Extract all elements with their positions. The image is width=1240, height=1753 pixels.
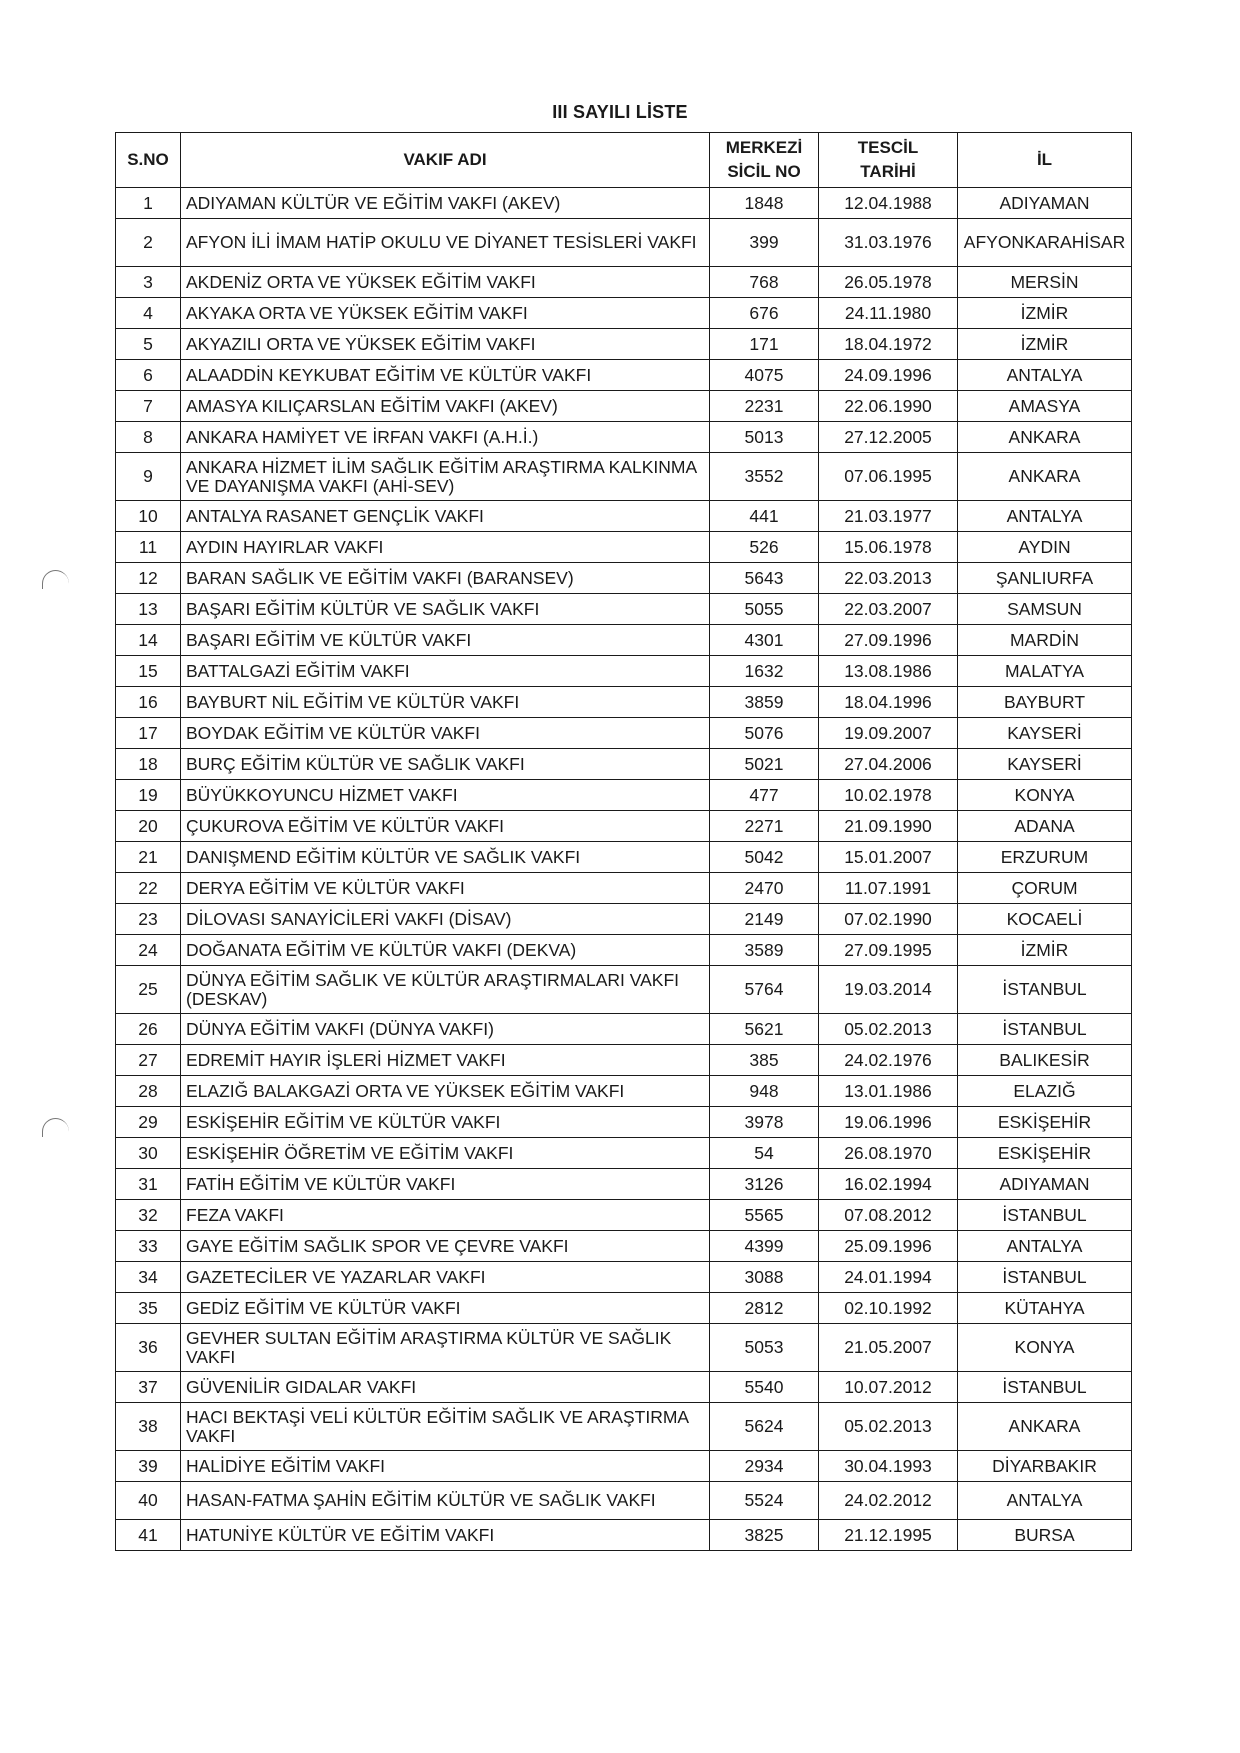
- province: KOCAELİ: [958, 904, 1132, 935]
- province: ADANA: [958, 811, 1132, 842]
- row-number: 3: [116, 267, 181, 298]
- foundation-name: GEDİZ EĞİTİM VE KÜLTÜR VAKFI: [181, 1293, 710, 1324]
- table-row: [116, 1169, 1132, 1200]
- table-row: [116, 594, 1132, 625]
- row-number: 9: [116, 453, 181, 501]
- registration-date: 21.05.2007: [819, 1324, 958, 1372]
- foundation-name: HASAN-FATMA ŞAHİN EĞİTİM KÜLTÜR VE SAĞLIK VAKFI: [181, 1482, 710, 1520]
- province: ANTALYA: [958, 1231, 1132, 1262]
- province: ESKİŞEHİR: [958, 1138, 1132, 1169]
- foundation-name: DİLOVASI SANAYİCİLERİ VAKFI (DİSAV): [181, 904, 710, 935]
- province: MARDİN: [958, 625, 1132, 656]
- table-row: [116, 811, 1132, 842]
- column-header-tarih-line2: TARİHİ: [860, 162, 916, 181]
- table-row: [116, 1014, 1132, 1045]
- registry-number: 4075: [710, 360, 819, 391]
- province: İZMİR: [958, 935, 1132, 966]
- registry-number: 4399: [710, 1231, 819, 1262]
- foundation-name: ESKİŞEHİR ÖĞRETİM VE EĞİTİM VAKFI: [181, 1138, 710, 1169]
- table-row: [116, 1138, 1132, 1169]
- registration-date: 07.06.1995: [819, 453, 958, 501]
- registry-number: 5053: [710, 1324, 819, 1372]
- column-header-sicil: [710, 133, 819, 188]
- province: İZMİR: [958, 329, 1132, 360]
- foundation-name: BÜYÜKKOYUNCU HİZMET VAKFI: [181, 780, 710, 811]
- registration-date: 11.07.1991: [819, 873, 958, 904]
- registry-number: 3825: [710, 1520, 819, 1551]
- registry-number: 5524: [710, 1482, 819, 1520]
- registration-date: 02.10.1992: [819, 1293, 958, 1324]
- foundation-name: GAZETECİLER VE YAZARLAR VAKFI: [181, 1262, 710, 1293]
- registration-date: 13.01.1986: [819, 1076, 958, 1107]
- registration-date: 22.03.2013: [819, 563, 958, 594]
- row-number: 31: [116, 1169, 181, 1200]
- table-row: [116, 422, 1132, 453]
- row-number: 16: [116, 687, 181, 718]
- registration-date: 19.09.2007: [819, 718, 958, 749]
- registration-date: 25.09.1996: [819, 1231, 958, 1262]
- row-number: 37: [116, 1372, 181, 1403]
- registry-number: 5643: [710, 563, 819, 594]
- punch-hole-mark: [42, 1118, 69, 1137]
- registry-number: 5021: [710, 749, 819, 780]
- foundation-name: FEZA VAKFI: [181, 1200, 710, 1231]
- foundation-name: BAŞARI EĞİTİM VE KÜLTÜR VAKFI: [181, 625, 710, 656]
- province: ANTALYA: [958, 1482, 1132, 1520]
- row-number: 14: [116, 625, 181, 656]
- page-title: III SAYILI LİSTE: [552, 102, 688, 122]
- foundation-name: ESKİŞEHİR EĞİTİM VE KÜLTÜR VAKFI: [181, 1107, 710, 1138]
- registry-number: 477: [710, 780, 819, 811]
- registry-number: 4301: [710, 625, 819, 656]
- registry-number: 385: [710, 1045, 819, 1076]
- province: BALIKESİR: [958, 1045, 1132, 1076]
- registry-number: 2149: [710, 904, 819, 935]
- table-row: [116, 1231, 1132, 1262]
- registration-date: 31.03.1976: [819, 219, 958, 267]
- province: İSTANBUL: [958, 1200, 1132, 1231]
- registry-number: 5055: [710, 594, 819, 625]
- registry-number: 2231: [710, 391, 819, 422]
- registration-date: 24.09.1996: [819, 360, 958, 391]
- column-header-il: İL: [958, 133, 1132, 188]
- province: BURSA: [958, 1520, 1132, 1551]
- row-number: 6: [116, 360, 181, 391]
- foundation-name: ANKARA HAMİYET VE İRFAN VAKFI (A.H.İ.): [181, 422, 710, 453]
- province: KAYSERİ: [958, 749, 1132, 780]
- registration-date: 22.03.2007: [819, 594, 958, 625]
- foundation-name: ÇUKUROVA EĞİTİM VE KÜLTÜR VAKFI: [181, 811, 710, 842]
- foundation-name: DÜNYA EĞİTİM VAKFI (DÜNYA VAKFI): [181, 1014, 710, 1045]
- row-number: 8: [116, 422, 181, 453]
- registry-number: 54: [710, 1138, 819, 1169]
- registry-number: 3126: [710, 1169, 819, 1200]
- foundation-name: GAYE EĞİTİM SAĞLIK SPOR VE ÇEVRE VAKFI: [181, 1231, 710, 1262]
- registry-number: 5076: [710, 718, 819, 749]
- table-row: [116, 687, 1132, 718]
- foundation-name: AKYAZILI ORTA VE YÜKSEK EĞİTİM VAKFI: [181, 329, 710, 360]
- table-row: [116, 329, 1132, 360]
- table-row: [116, 656, 1132, 687]
- registry-number: 5621: [710, 1014, 819, 1045]
- registration-date: 16.02.1994: [819, 1169, 958, 1200]
- table-row: [116, 1107, 1132, 1138]
- row-number: 41: [116, 1520, 181, 1551]
- registration-date: 13.08.1986: [819, 656, 958, 687]
- registration-date: 19.03.2014: [819, 966, 958, 1014]
- table-row: [116, 267, 1132, 298]
- row-number: 35: [116, 1293, 181, 1324]
- foundation-name: AKYAKA ORTA VE YÜKSEK EĞİTİM VAKFI: [181, 298, 710, 329]
- row-number: 36: [116, 1324, 181, 1372]
- table-row: [116, 780, 1132, 811]
- registration-date: 26.08.1970: [819, 1138, 958, 1169]
- province: DİYARBAKIR: [958, 1451, 1132, 1482]
- registry-number: 2470: [710, 873, 819, 904]
- foundation-name: FATİH EĞİTİM VE KÜLTÜR VAKFI: [181, 1169, 710, 1200]
- row-number: 25: [116, 966, 181, 1014]
- foundation-name: BATTALGAZİ EĞİTİM VAKFI: [181, 656, 710, 687]
- table-row: [116, 1200, 1132, 1231]
- table-row: [116, 1451, 1132, 1482]
- registration-date: 27.09.1995: [819, 935, 958, 966]
- column-header-tarih-line1: TESCİL: [857, 138, 919, 157]
- table-row: [116, 1262, 1132, 1293]
- table-row: [116, 298, 1132, 329]
- row-number: 30: [116, 1138, 181, 1169]
- province: AFYONKARAHİSAR: [958, 219, 1132, 267]
- registry-number: 2812: [710, 1293, 819, 1324]
- foundation-name: AYDIN HAYIRLAR VAKFI: [181, 532, 710, 563]
- registry-number: 2934: [710, 1451, 819, 1482]
- row-number: 11: [116, 532, 181, 563]
- registry-number: 5013: [710, 422, 819, 453]
- province: AMASYA: [958, 391, 1132, 422]
- registry-number: 5624: [710, 1403, 819, 1451]
- registration-date: 24.11.1980: [819, 298, 958, 329]
- registry-number: 3978: [710, 1107, 819, 1138]
- province: ADIYAMAN: [958, 1169, 1132, 1200]
- province: İSTANBUL: [958, 1262, 1132, 1293]
- foundation-name: GEVHER SULTAN EĞİTİM ARAŞTIRMA KÜLTÜR VE SAĞLIK VAKFI: [181, 1324, 710, 1372]
- province: ANKARA: [958, 1403, 1132, 1451]
- row-number: 34: [116, 1262, 181, 1293]
- row-number: 17: [116, 718, 181, 749]
- table-row: [116, 360, 1132, 391]
- table-header-row: [116, 133, 1132, 188]
- table-row: [116, 391, 1132, 422]
- column-header-sicil-line2: SİCİL NO: [727, 162, 801, 181]
- registration-date: 05.02.2013: [819, 1403, 958, 1451]
- foundation-name: HALİDİYE EĞİTİM VAKFI: [181, 1451, 710, 1482]
- foundation-name: ANTALYA RASANET GENÇLİK VAKFI: [181, 501, 710, 532]
- row-number: 28: [116, 1076, 181, 1107]
- province: ANTALYA: [958, 501, 1132, 532]
- foundations-table: [115, 132, 1132, 1551]
- province: MERSİN: [958, 267, 1132, 298]
- registration-date: 12.04.1988: [819, 188, 958, 219]
- registry-number: 3859: [710, 687, 819, 718]
- table-row: [116, 1403, 1132, 1451]
- foundation-name: AKDENİZ ORTA VE YÜKSEK EĞİTİM VAKFI: [181, 267, 710, 298]
- column-header-no: S.NO: [116, 133, 181, 188]
- table-row: [116, 966, 1132, 1014]
- registry-number: 2271: [710, 811, 819, 842]
- registration-date: 21.12.1995: [819, 1520, 958, 1551]
- registration-date: 27.04.2006: [819, 749, 958, 780]
- table-row: [116, 718, 1132, 749]
- column-header-sicil-line1: MERKEZİ: [725, 138, 803, 157]
- foundation-name: BAYBURT NİL EĞİTİM VE KÜLTÜR VAKFI: [181, 687, 710, 718]
- table-row: [116, 1482, 1132, 1520]
- registration-date: 24.01.1994: [819, 1262, 958, 1293]
- row-number: 18: [116, 749, 181, 780]
- province: BAYBURT: [958, 687, 1132, 718]
- registry-number: 526: [710, 532, 819, 563]
- province: KAYSERİ: [958, 718, 1132, 749]
- registration-date: 05.02.2013: [819, 1014, 958, 1045]
- registration-date: 19.06.1996: [819, 1107, 958, 1138]
- punch-hole-mark: [42, 570, 69, 589]
- registry-number: 171: [710, 329, 819, 360]
- foundation-name: ALAADDİN KEYKUBAT EĞİTİM VE KÜLTÜR VAKFI: [181, 360, 710, 391]
- row-number: 40: [116, 1482, 181, 1520]
- province: İSTANBUL: [958, 966, 1132, 1014]
- row-number: 5: [116, 329, 181, 360]
- registration-date: 24.02.2012: [819, 1482, 958, 1520]
- registration-date: 22.06.1990: [819, 391, 958, 422]
- row-number: 19: [116, 780, 181, 811]
- registration-date: 30.04.1993: [819, 1451, 958, 1482]
- province: ELAZIĞ: [958, 1076, 1132, 1107]
- row-number: 4: [116, 298, 181, 329]
- foundation-name: BARAN SAĞLIK VE EĞİTİM VAKFI (BARANSEV): [181, 563, 710, 594]
- table-row: [116, 1076, 1132, 1107]
- foundation-name: HATUNİYE KÜLTÜR VE EĞİTİM VAKFI: [181, 1520, 710, 1551]
- table-body: [116, 188, 1132, 1551]
- table-row: [116, 1045, 1132, 1076]
- row-number: 32: [116, 1200, 181, 1231]
- province: AYDIN: [958, 532, 1132, 563]
- table-row: [116, 219, 1132, 267]
- registration-date: 21.03.1977: [819, 501, 958, 532]
- province: SAMSUN: [958, 594, 1132, 625]
- province: ŞANLIURFA: [958, 563, 1132, 594]
- registry-number: 3088: [710, 1262, 819, 1293]
- foundation-name: BOYDAK EĞİTİM VE KÜLTÜR VAKFI: [181, 718, 710, 749]
- foundation-name: ADIYAMAN KÜLTÜR VE EĞİTİM VAKFI (AKEV): [181, 188, 710, 219]
- registration-date: 10.07.2012: [819, 1372, 958, 1403]
- foundation-name: ANKARA HİZMET İLİM SAĞLIK EĞİTİM ARAŞTIRMA KALKINMA VE DAYANIŞMA VAKFI (AHİ-SEV): [181, 453, 710, 501]
- registry-number: 5565: [710, 1200, 819, 1231]
- foundation-name: DANIŞMEND EĞİTİM KÜLTÜR VE SAĞLIK VAKFI: [181, 842, 710, 873]
- registration-date: 26.05.1978: [819, 267, 958, 298]
- registration-date: 18.04.1972: [819, 329, 958, 360]
- registration-date: 27.12.2005: [819, 422, 958, 453]
- table-row: [116, 904, 1132, 935]
- table-row: [116, 625, 1132, 656]
- table-row: [116, 188, 1132, 219]
- table-row: [116, 501, 1132, 532]
- province: ADIYAMAN: [958, 188, 1132, 219]
- row-number: 23: [116, 904, 181, 935]
- province: İSTANBUL: [958, 1014, 1132, 1045]
- registry-number: 3552: [710, 453, 819, 501]
- foundation-name: AMASYA KILIÇARSLAN EĞİTİM VAKFI (AKEV): [181, 391, 710, 422]
- row-number: 10: [116, 501, 181, 532]
- registration-date: 15.01.2007: [819, 842, 958, 873]
- registration-date: 18.04.1996: [819, 687, 958, 718]
- registry-number: 3589: [710, 935, 819, 966]
- registration-date: 24.02.1976: [819, 1045, 958, 1076]
- province: KONYA: [958, 1324, 1132, 1372]
- province: İSTANBUL: [958, 1372, 1132, 1403]
- row-number: 22: [116, 873, 181, 904]
- province: ANKARA: [958, 453, 1132, 501]
- registry-number: 5042: [710, 842, 819, 873]
- foundation-name: ELAZIĞ BALAKGAZİ ORTA VE YÜKSEK EĞİTİM VAKFI: [181, 1076, 710, 1107]
- registry-number: 1848: [710, 188, 819, 219]
- row-number: 15: [116, 656, 181, 687]
- column-header-name: VAKIF ADI: [181, 133, 710, 188]
- row-number: 7: [116, 391, 181, 422]
- province: MALATYA: [958, 656, 1132, 687]
- province: ANKARA: [958, 422, 1132, 453]
- row-number: 24: [116, 935, 181, 966]
- row-number: 38: [116, 1403, 181, 1451]
- table-row: [116, 532, 1132, 563]
- row-number: 1: [116, 188, 181, 219]
- table-row: [116, 453, 1132, 501]
- registration-date: 10.02.1978: [819, 780, 958, 811]
- foundation-name: AFYON İLİ İMAM HATİP OKULU VE DİYANET TESİSLERİ VAKFI: [181, 219, 710, 267]
- registration-date: 21.09.1990: [819, 811, 958, 842]
- province: KONYA: [958, 780, 1132, 811]
- foundation-name: BAŞARI EĞİTİM KÜLTÜR VE SAĞLIK VAKFI: [181, 594, 710, 625]
- table-row: [116, 1324, 1132, 1372]
- table-row: [116, 935, 1132, 966]
- province: ÇORUM: [958, 873, 1132, 904]
- province: KÜTAHYA: [958, 1293, 1132, 1324]
- table-row: [116, 1372, 1132, 1403]
- foundation-name: GÜVENİLİR GIDALAR VAKFI: [181, 1372, 710, 1403]
- foundation-name: HACI BEKTAŞİ VELİ KÜLTÜR EĞİTİM SAĞLIK VE ARAŞTIRMA VAKFI: [181, 1403, 710, 1451]
- registry-number: 5764: [710, 966, 819, 1014]
- row-number: 27: [116, 1045, 181, 1076]
- row-number: 20: [116, 811, 181, 842]
- foundation-name: DERYA EĞİTİM VE KÜLTÜR VAKFI: [181, 873, 710, 904]
- foundation-name: BURÇ EĞİTİM KÜLTÜR VE SAĞLIK VAKFI: [181, 749, 710, 780]
- row-number: 12: [116, 563, 181, 594]
- row-number: 39: [116, 1451, 181, 1482]
- table-row: [116, 873, 1132, 904]
- row-number: 2: [116, 219, 181, 267]
- row-number: 33: [116, 1231, 181, 1262]
- registry-number: 5540: [710, 1372, 819, 1403]
- foundation-name: EDREMİT HAYIR İŞLERİ HİZMET VAKFI: [181, 1045, 710, 1076]
- registration-date: 07.02.1990: [819, 904, 958, 935]
- registry-number: 768: [710, 267, 819, 298]
- registry-number: 441: [710, 501, 819, 532]
- registry-number: 399: [710, 219, 819, 267]
- table-row: [116, 563, 1132, 594]
- province: ESKİŞEHİR: [958, 1107, 1132, 1138]
- registration-date: 07.08.2012: [819, 1200, 958, 1231]
- registry-number: 1632: [710, 656, 819, 687]
- province: ANTALYA: [958, 360, 1132, 391]
- row-number: 29: [116, 1107, 181, 1138]
- registry-number: 948: [710, 1076, 819, 1107]
- table-row: [116, 749, 1132, 780]
- province: ERZURUM: [958, 842, 1132, 873]
- table-row: [116, 842, 1132, 873]
- table-row: [116, 1293, 1132, 1324]
- registration-date: 27.09.1996: [819, 625, 958, 656]
- row-number: 21: [116, 842, 181, 873]
- registry-number: 676: [710, 298, 819, 329]
- province: İZMİR: [958, 298, 1132, 329]
- registration-date: 15.06.1978: [819, 532, 958, 563]
- foundation-name: DÜNYA EĞİTİM SAĞLIK VE KÜLTÜR ARAŞTIRMALARI VAKFI (DESKAV): [181, 966, 710, 1014]
- column-header-tarih: [819, 133, 958, 188]
- row-number: 26: [116, 1014, 181, 1045]
- table-row: [116, 1520, 1132, 1551]
- foundation-name: DOĞANATA EĞİTİM VE KÜLTÜR VAKFI (DEKVA): [181, 935, 710, 966]
- row-number: 13: [116, 594, 181, 625]
